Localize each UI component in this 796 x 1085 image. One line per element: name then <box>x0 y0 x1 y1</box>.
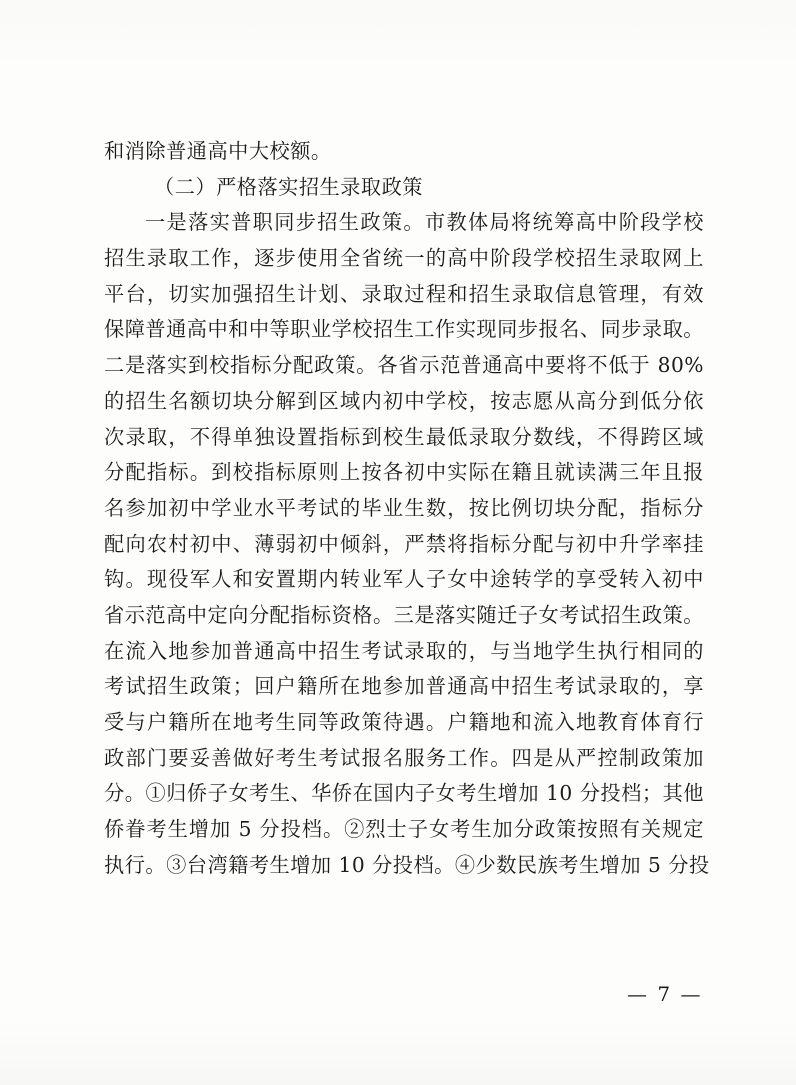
text-line: 的招生名额切块分解到区域内初中学校，按志愿从高分到低分依 <box>104 388 704 413</box>
text-line: 二是落实到校指标分配政策。各省示范普通高中要将不低于 80% <box>104 353 704 378</box>
text-line: 平台，切实加强招生计划、录取过程和招生录取信息管理，有效 <box>104 281 704 306</box>
text-line: 侨眷考生增加 5 分投档。②烈士子女考生加分政策按照有关规定 <box>104 817 704 842</box>
text-line: 分配指标。到校指标原则上按各初中实际在籍且就读满三年且报 <box>104 460 704 485</box>
text-line: 保障普通高中和中等职业学校招生工作实现同步报名、同步录取。 <box>104 317 704 342</box>
text-line: 政部门要妥善做好考生考试报名服务工作。四是从严控制政策加 <box>104 745 704 770</box>
text-line: 配向农村初中、薄弱初中倾斜，严禁将指标分配与初中升学率挂 <box>104 531 704 556</box>
page-number: — 7 — <box>627 982 703 1006</box>
text-line-continuation: 和消除普通高中大校额。 <box>104 139 332 163</box>
text-line: 受与户籍所在地考生同等政策待遇。户籍地和流入地教育体育行 <box>104 710 704 734</box>
text-line: 考试招生政策；回户籍所在地参加普通高中招生考试录取的，享 <box>104 674 704 699</box>
section-heading: （二）严格落实招生录取政策 <box>154 174 423 199</box>
text-line: 钩。现役军人和安置期内转业军人子女中途转学的享受转入初中 <box>104 567 704 592</box>
text-line: 省示范高中定向分配指标资格。三是落实随迁子女考试招生政策。 <box>104 602 704 627</box>
text-line: 名参加初中学业水平考试的毕业生数，按比例切块分配，指标分 <box>104 495 704 520</box>
paragraph-start: 一是落实普职同步招生政策。市教体局将统筹高中阶段学校 <box>145 210 704 235</box>
body-text <box>104 134 710 883</box>
text-line: 在流入地参加普通高中招生考试录取的，与当地学生执行相同的 <box>104 638 704 663</box>
text-line: 分。①归侨子女考生、华侨在国内子女考生增加 10 分投档；其他 <box>104 781 704 806</box>
text-line: 次录取，不得单独设置指标到校生最低录取分数线，不得跨区域 <box>104 424 704 449</box>
text-line: 执行。③台湾籍考生增加 10 分投档。④少数民族考生增加 5 分投 <box>104 852 710 877</box>
text-line: 招生录取工作，逐步使用全省统一的高中阶段学校招生录取网上 <box>104 246 704 271</box>
